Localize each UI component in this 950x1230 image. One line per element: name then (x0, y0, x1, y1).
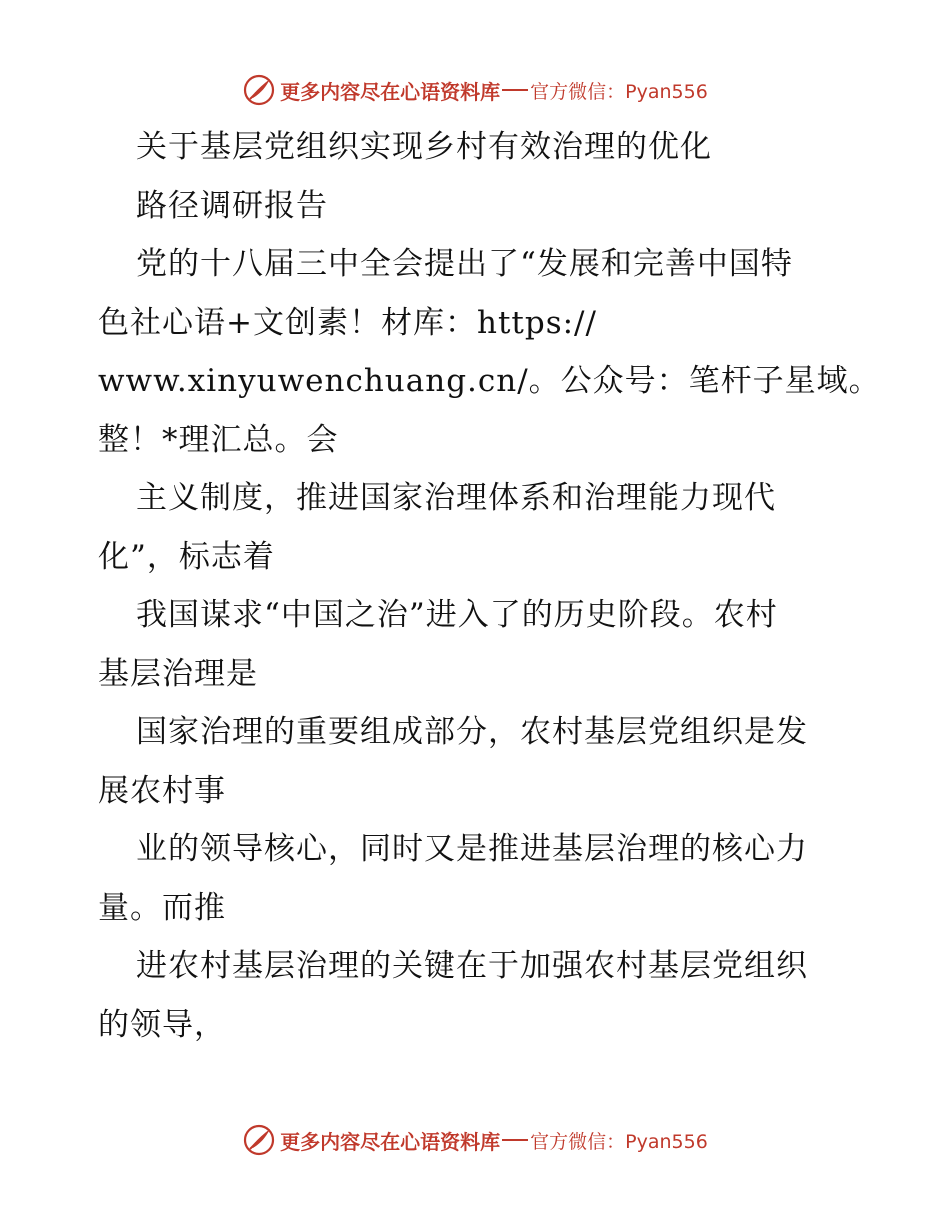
document-body (98, 118, 898, 1054)
footer-banner (0, 1120, 950, 1160)
body-line: 展农村事 (98, 772, 226, 809)
body-line: 量。而推 (98, 889, 226, 926)
body-line: 的领导， (98, 1006, 226, 1043)
title-line-2: 路径调研报告 (136, 187, 328, 224)
body-line: 整！*理汇总。会 (98, 421, 339, 458)
header-slogan: 更多内容尽在心语资料库 (280, 79, 501, 104)
body-line: 主义制度，推进国家治理体系和治理能力现代 (136, 480, 776, 516)
title-line-1: 关于基层党组织实现乡村有效治理的优化 (136, 129, 712, 165)
body-line: 业的领导核心，同时又是推进基层治理的核心力 (136, 831, 808, 867)
body-line: 党的十八届三中全会提出了“发展和完善中国特 (136, 246, 793, 282)
quill-logo-icon (242, 1123, 276, 1157)
footer-dash (502, 1139, 528, 1141)
body-line: 基层治理是 (98, 655, 258, 692)
header-wechat: 官方微信：Pyan556 (530, 80, 708, 103)
header-banner (0, 70, 950, 110)
footer-wechat: 官方微信：Pyan556 (530, 1130, 708, 1153)
body-line: 进农村基层治理的关键在于加强农村基层党组织 (136, 948, 808, 984)
header-dash (502, 89, 528, 91)
body-line: 化”，标志着 (98, 538, 275, 575)
quill-logo-icon (242, 73, 276, 107)
body-line: www.xinyuwenchuang.cn/。公众号：笔杆子星域。 (98, 363, 881, 399)
body-line: 色社心语+文创素！材库：https:// (98, 304, 597, 341)
footer-slogan: 更多内容尽在心语资料库 (280, 1129, 501, 1154)
body-line: 国家治理的重要组成部分，农村基层党组织是发 (136, 714, 808, 750)
body-line: 我国谋求“中国之治”进入了的历史阶段。农村 (136, 597, 778, 633)
